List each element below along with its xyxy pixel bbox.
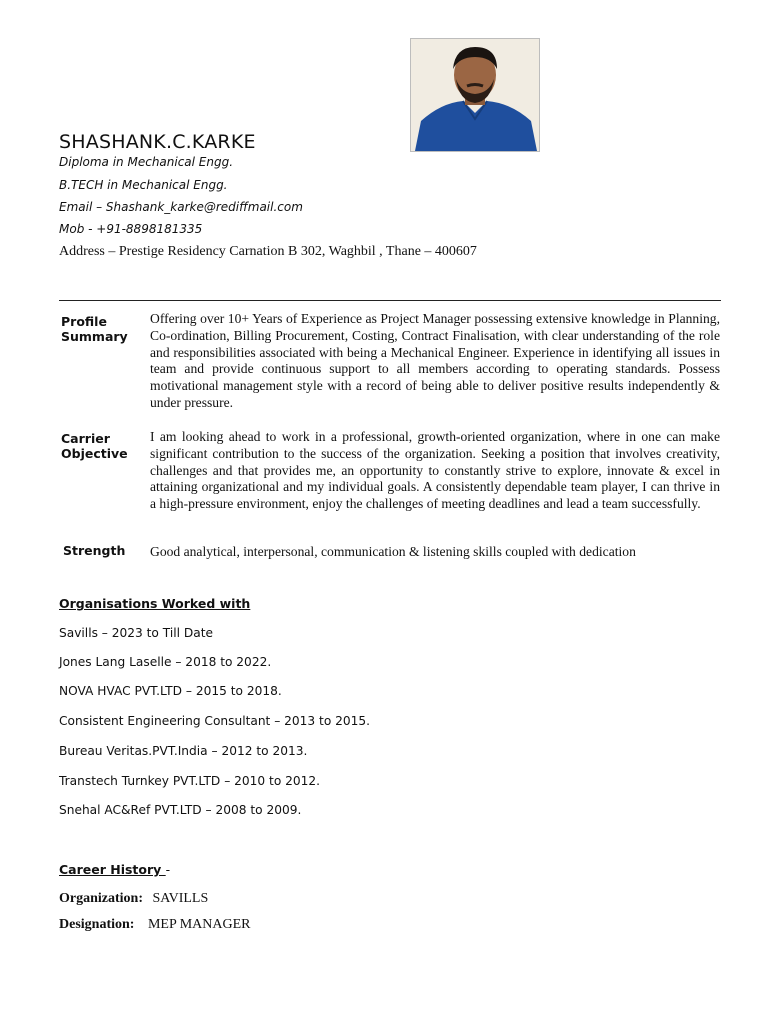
- organization-label: Organization:: [59, 891, 143, 906]
- organisation-item: Snehal AC&Ref PVT.LTD – 2008 to 2009.: [59, 803, 302, 817]
- divider-line: [59, 300, 721, 301]
- strength-text: Good analytical, interpersonal, communication & listening skills coupled with dedication: [150, 544, 636, 559]
- profile-label-line-2: Summary: [61, 329, 128, 344]
- career-history-suffix: -: [165, 862, 171, 877]
- qualification-btech: B.TECH in Mechanical Engg.: [59, 178, 228, 192]
- person-photo-icon: [411, 39, 539, 151]
- organisation-item: Consistent Engineering Consultant – 2013 to 2015.: [59, 714, 371, 728]
- career-history-title: Career History: [59, 862, 166, 877]
- objective-label-line-1: Carrier: [61, 431, 110, 446]
- organization-row: [59, 891, 208, 907]
- career-history-heading: [59, 862, 170, 877]
- email-line: Email – Shashank_karke@rediffmail.com: [59, 200, 303, 214]
- candidate-name: SHASHANK.C.KARKE: [59, 131, 256, 153]
- organisation-item: Bureau Veritas.PVT.India – 2012 to 2013.: [59, 744, 308, 758]
- mobile-line: Mob - +91-8898181335: [59, 222, 203, 236]
- organisation-item: Transtech Turnkey PVT.LTD – 2010 to 2012.: [59, 774, 321, 788]
- profile-photo: [410, 38, 540, 152]
- designation-row: [59, 917, 251, 933]
- strength-label: Strength: [63, 543, 126, 558]
- qualification-diploma: Diploma in Mechanical Engg.: [59, 155, 234, 169]
- organisation-item: Jones Lang Laselle – 2018 to 2022.: [59, 655, 272, 669]
- carrier-objective-label: [61, 431, 145, 461]
- organization-value: SAVILLS: [152, 891, 209, 906]
- profile-summary-label: [61, 314, 145, 344]
- address-line: Address – Prestige Residency Carnation B 302, Waghbil , Thane – 400607: [59, 244, 477, 259]
- organisation-item: Savills – 2023 to Till Date: [59, 626, 213, 640]
- organisation-item: NOVA HVAC PVT.LTD – 2015 to 2018.: [59, 684, 282, 698]
- carrier-objective-text: I am looking ahead to work in a professional, growth-oriented organization, where in one can make significant contribution to the success of the organization. Seeking a position that involves creativity, challenges and that provides me, an opportunity to constantly strive to explore, innovate & excel in attaining organizational and my individual goals. A consistently dependable team player, I can thrive in a high-pressure environment, enjoy the challenges of meeting deadlines and lead a team successfully.: [150, 429, 720, 512]
- designation-label: Designation:: [59, 917, 135, 932]
- organisations-heading: Organisations Worked with: [59, 596, 251, 611]
- profile-label-line-1: Profile: [61, 314, 107, 329]
- objective-label-line-2: Objective: [61, 446, 128, 461]
- profile-summary-text: Offering over 10+ Years of Experience as Project Manager possessing extensive knowledge in Planning, Co-ordination, Billing Procurement, Costing, Contract Finalisation, with clear understanding of the role and responsibilities associated with being a Mechanical Engineer. Experience in identifying all issues in team and provide continuous support to all members according to operating standards. Possess motivational management style with a record of being able to deliver positive results independently & under pressure.: [150, 311, 720, 410]
- designation-value: MEP MANAGER: [147, 917, 251, 932]
